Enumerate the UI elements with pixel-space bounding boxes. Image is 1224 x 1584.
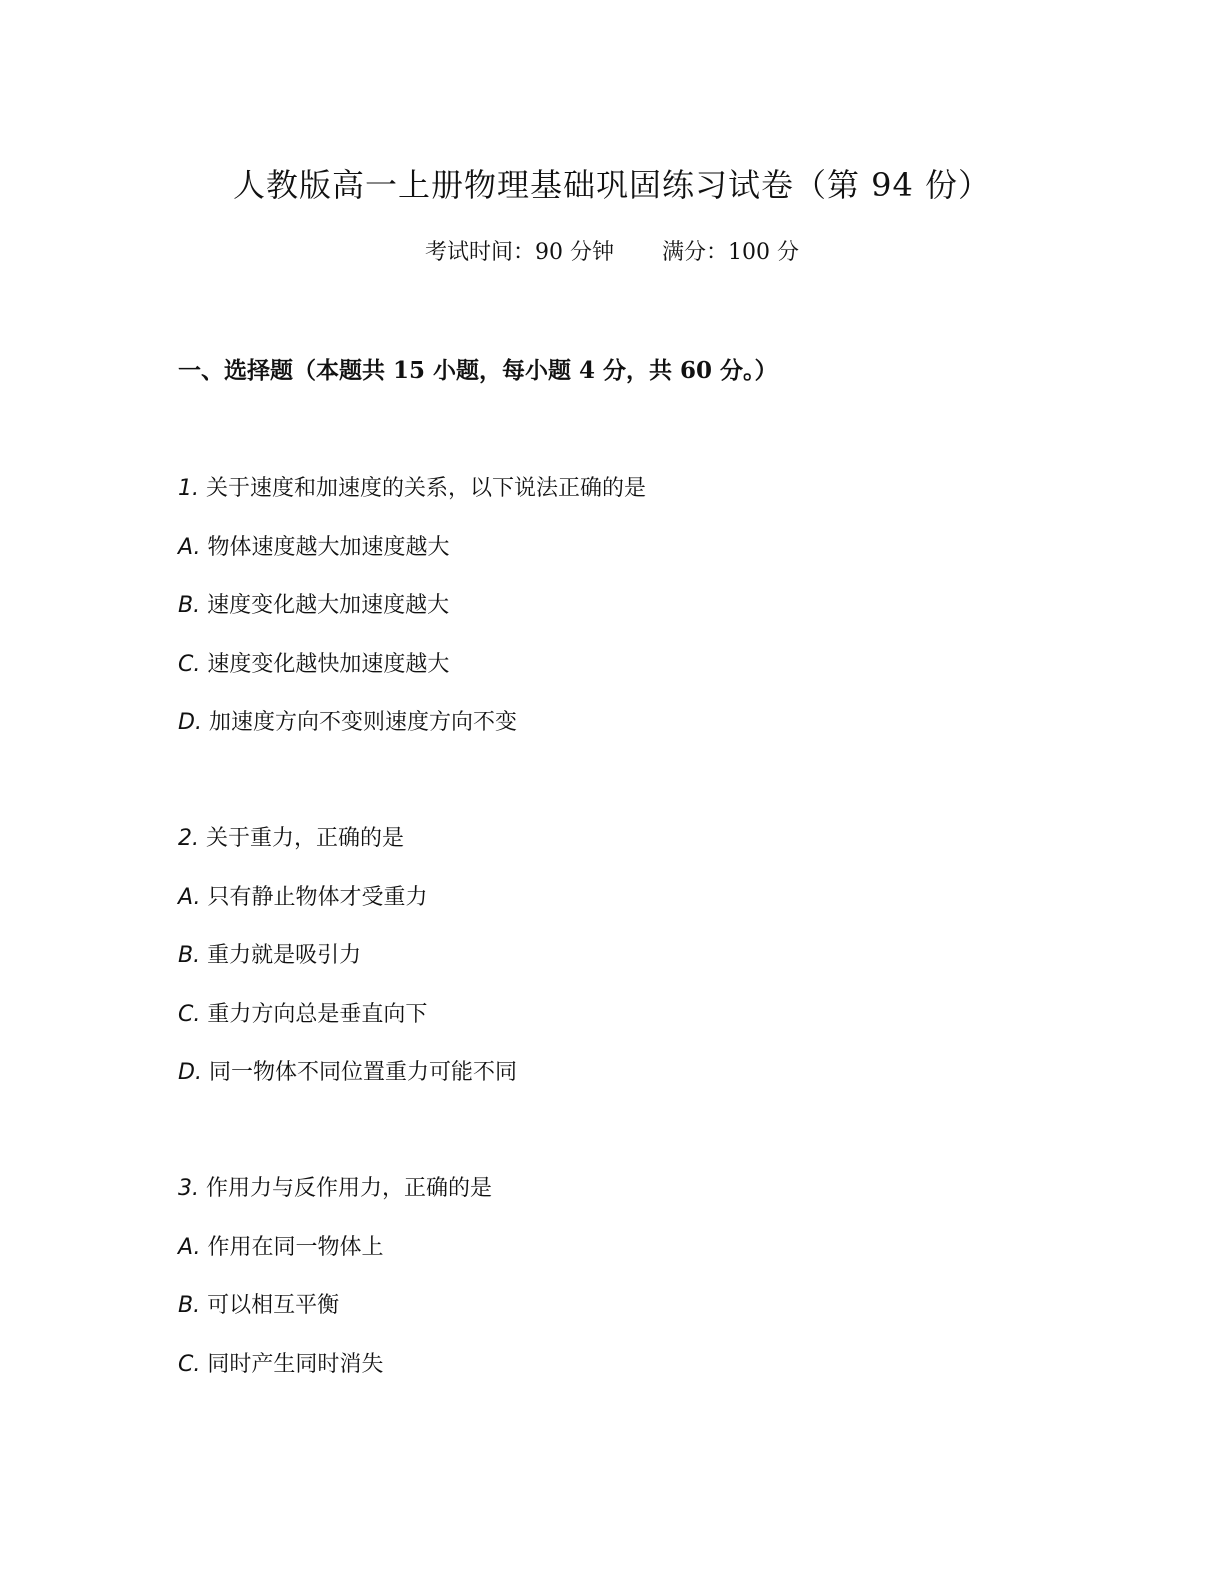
question-text: 关于重力，正确的是: [206, 826, 405, 851]
option-letter: A.: [178, 1234, 201, 1260]
question-2: [178, 824, 1078, 1117]
option-text: 加速度方向不变则速度方向不变: [208, 710, 517, 735]
question-text: 关于速度和加速度的关系，以下说法正确的是: [206, 476, 647, 501]
option-letter: D.: [178, 1060, 202, 1085]
option-a: [178, 883, 1078, 942]
option-d: [178, 708, 1078, 767]
option-text: 同时产生同时消失: [207, 1351, 384, 1377]
option-text: 只有静止物体才受重力: [207, 884, 428, 910]
section-heading: 一、选择题（本题共 15 小题，每小题 4 分，共 60 分。）: [178, 357, 778, 384]
option-letter: C.: [178, 651, 201, 677]
option-letter: B.: [178, 593, 201, 618]
option-text: 重力就是吸引力: [207, 943, 362, 968]
option-c: [178, 1000, 1078, 1059]
option-text: 速度变化越快加速度越大: [207, 651, 450, 677]
option-letter: A.: [178, 534, 201, 560]
option-c: [178, 650, 1078, 709]
option-letter: B.: [178, 1293, 201, 1318]
option-d: [178, 1058, 1078, 1117]
exam-time: 考试时间：90 分钟: [425, 240, 614, 265]
option-text: 作用在同一物体上: [207, 1234, 384, 1260]
question-stem: [178, 474, 1078, 533]
question-number: 3.: [178, 1176, 199, 1201]
option-a: [178, 533, 1078, 592]
option-letter: D.: [178, 710, 202, 735]
option-text: 重力方向总是垂直向下: [207, 1001, 428, 1027]
question-number: 1.: [178, 476, 199, 501]
option-text: 速度变化越大加速度越大: [207, 593, 450, 618]
question-stem: [178, 824, 1078, 883]
question-3: [178, 1174, 1078, 1408]
option-text: 可以相互平衡: [207, 1293, 340, 1318]
option-text: 物体速度越大加速度越大: [207, 534, 450, 560]
page-title: 人教版高一上册物理基础巩固练习试卷（第 94 份）: [232, 166, 992, 204]
option-b: [178, 1291, 1078, 1350]
question-stem: [178, 1174, 1078, 1233]
option-b: [178, 591, 1078, 650]
option-b: [178, 941, 1078, 1000]
option-c: [178, 1350, 1078, 1409]
question-number: 2.: [178, 826, 199, 851]
option-letter: A.: [178, 884, 201, 910]
option-letter: C.: [178, 1001, 201, 1027]
option-letter: B.: [178, 943, 201, 968]
option-a: [178, 1233, 1078, 1292]
exam-info: [0, 235, 1224, 266]
option-text: 同一物体不同位置重力可能不同: [208, 1060, 517, 1085]
option-letter: C.: [178, 1351, 201, 1377]
question-text: 作用力与反作用力，正确的是: [206, 1176, 493, 1201]
full-score: 满分：100 分: [662, 240, 799, 265]
question-1: [178, 474, 1078, 767]
